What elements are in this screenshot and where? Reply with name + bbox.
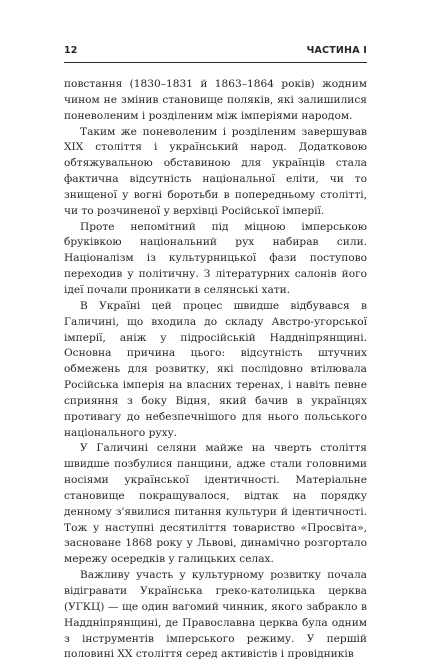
page-number: 12 <box>64 45 78 56</box>
paragraph-6: Важливу участь у культурному розвитку почала відігравати Українська греко-католицька церква (УГКЦ) — ще один вагомий чинник, якого забракло в Наддніпрянщині, де Православна церква була одним з інструментів імперського режиму. У першій половині XX століття серед активістів і провідників <box>64 569 367 661</box>
paragraph-2: Таким же поневоленим і розділеним завершував XIX століття і український народ. Додатковою обтяжувальною обставиною для українців стала фактична відсутність національної еліти, чи то знищеної у вогні боротьби в попередньому столітті, чи то розчиненої у верхівці Російської імперії. <box>64 125 367 217</box>
section-title: ЧАСТИНА I <box>306 45 367 56</box>
running-header <box>64 45 367 63</box>
paragraph-5: У Галичині селяни майже на чверть століття швидше позбулися панщини, адже стали головними носіями української ідентичності. Матеріальне становище покращувалося, відтак на порядку денному з'явилися питання культури й ідентичності. Тож у наступні десятиліття товариство «Просвіта», засноване 1868 року у Львові, динамічно розгортало мережу осередків у галицьких селах. <box>64 442 367 566</box>
body-text <box>64 77 367 663</box>
paragraph-3: Проте непомітний під міцною імперською бруківкою національний рух набирав сили. Націоналізм із культурницької фази поступово переходив у політичну. З літературних салонів його ідеї почали проникати в селянські хати. <box>64 220 367 296</box>
paragraph-1: повстання (1830–1831 й 1863–1864 років) жодним чином не змінив становище поляків, які залишилися поневоленим і розділеним між імперіями народом. <box>64 78 367 122</box>
paragraph-4: В Україні цей процес швидше відбувався в Галичині, що входила до складу Австро-угорської імперії, аніж у підросійській Наддніпрянщині. Основна причина цього: відсутність штучних обмежень для розвитку, які послідовно втілювала Російська імперія на власних теренах, і навіть певне сприяння з боку Відня, який бачив в українцях противагу до небезпечнішого для нього польського національного руху. <box>64 299 367 439</box>
